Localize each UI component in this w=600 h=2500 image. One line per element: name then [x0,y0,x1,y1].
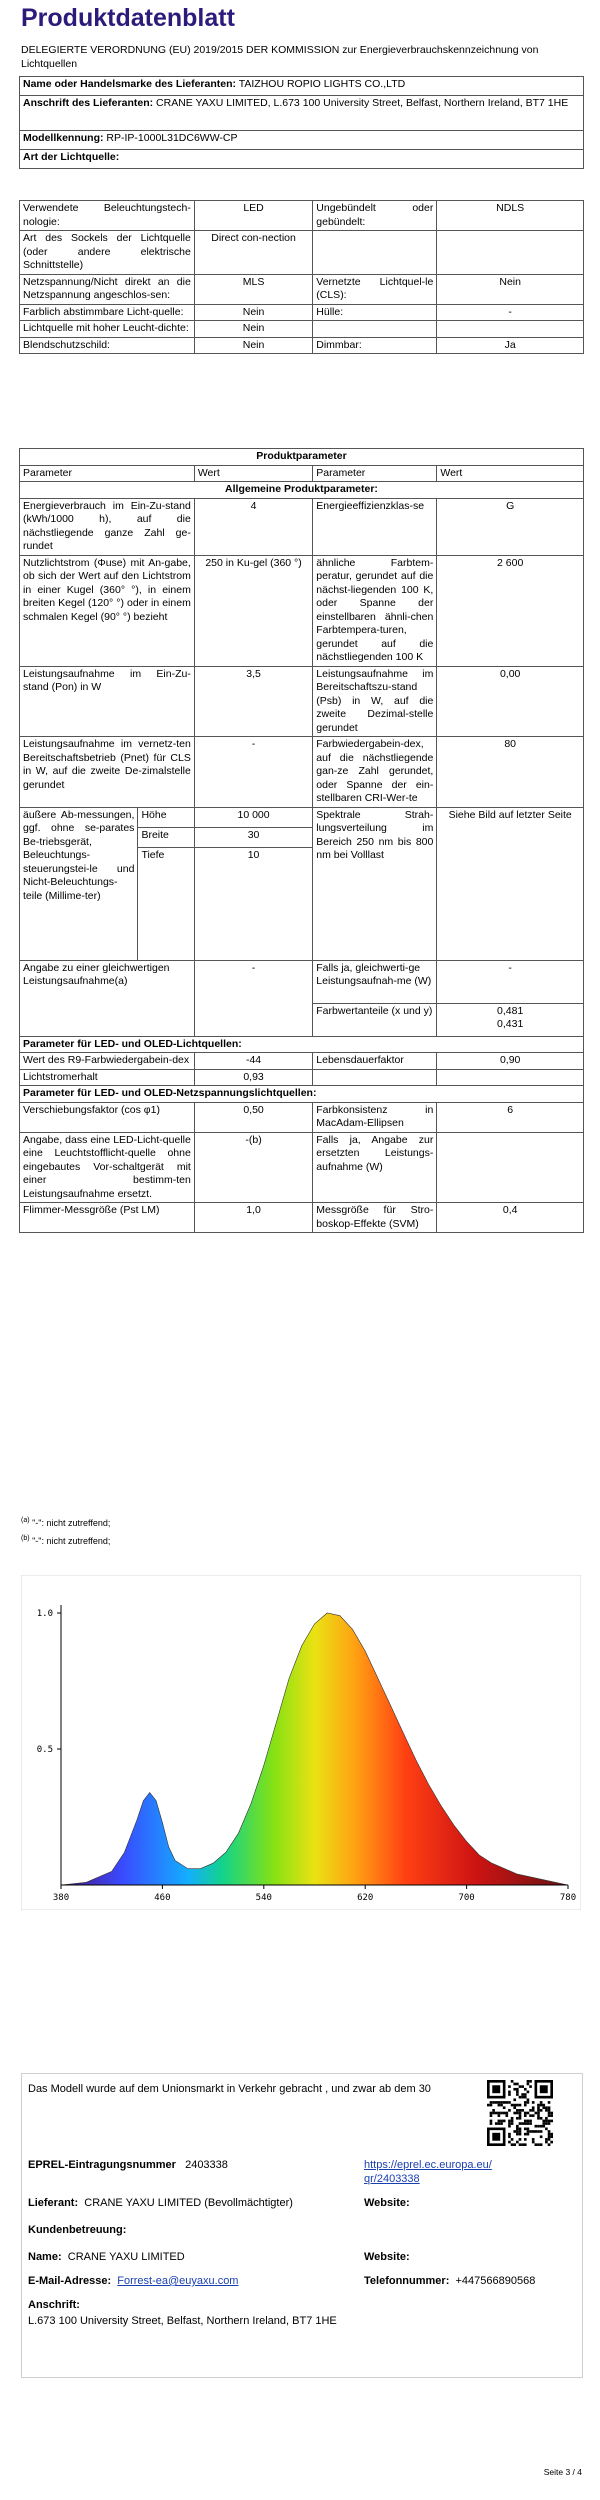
regulation-text: DELEGIERTE VERORDNUNG (EU) 2019/2015 DER KOMMISSION zur Energieverbrauchskennzeichnung von Lichtquellen [21,44,539,70]
page-number: Seite 3 / 4 [543,2467,582,2477]
mains-value: -(b) [194,1132,312,1203]
type-heading-row [20,150,584,169]
mains-param: Verschiebungsfaktor (cos φ1) [20,1102,195,1132]
y-tick-label: 1.0 [36,1609,53,1619]
general-heading: Allgemeine Produktparameter: [20,482,584,499]
table-row [20,1132,584,1203]
qr-code-icon[interactable] [487,2080,553,2146]
type-param-2: Dimmbar: [313,337,437,354]
type-param-2: Vernetzte Lichtquel-le (CLS): [313,274,437,304]
dimensions-label: äußere Ab-messungen, ggf. ohne se-parates Be-triebsgerät, Beleuchtungs-steuerungstei-le und Nicht-Beleuchtungs-teile (Millime-ter) [20,807,138,960]
x-tick-label: 540 [255,1893,272,1903]
type-param-2 [313,321,437,338]
table-row [20,666,584,737]
mains-heading: Parameter für LED- und OLED-Netzspannungslichtquellen: [20,1086,584,1103]
website-label-2: Website: [364,2251,410,2263]
x-tick-label: 780 [559,1893,577,1903]
general-value: 250 in Ku-gel (360 °) [194,555,312,666]
supplier-row: Lieferant: CRANE YAXU LIMITED (Bevollmächtigter) [28,2197,293,2209]
mains-value: 1,0 [194,1203,312,1233]
spectral-label: Spektrale Strah-lungsverteilung im Bereich 250 nm bis 800 nm bei Volllast [313,807,437,960]
supplier-address-value: CRANE YAXU LIMITED, L.673 100 University Street, Belfast, Northern Ireland, BT7 1HE [156,97,569,109]
dimensions-row [20,807,584,827]
table-row [20,1069,584,1086]
equiv-label: Angabe zu einer gleichwertigen Leistungsaufnahme(a) [20,960,195,1036]
product-parameters-table [19,448,584,1233]
email-row: E-Mail-Adresse: Forrest-ea@euyaxu.com [28,2275,239,2287]
spectral-value: Siehe Bild auf letzter Seite [437,807,584,960]
supplier-address-label: Anschrift des Lieferanten: [23,97,154,109]
type-param: Farblich abstimmbare Licht-quelle: [20,304,195,321]
eprel-number: 2403338 [185,2159,228,2171]
type-value: Direct con-nection [194,231,312,275]
general-value-2: 2 600 [437,555,584,666]
type-value-2 [437,321,584,338]
col-value-header-2: Wert [437,465,584,482]
mains-value-2: 6 [437,1102,584,1132]
page-title: Produktdatenblatt [21,4,235,32]
general-param-2: ähnliche Farbtem-peratur, gerundet auf die nächst-liegenden 100 K, oder Spanne der einstellbaren ähnli-chen Farbtempera-turen, gerundet auf die nächstliegenden 100 K [313,555,437,666]
type-value: Nein [194,321,312,338]
supplier-info-box [21,2073,583,2378]
spectral-distribution-chart [21,1575,581,1910]
table-row [20,304,584,321]
type-value-2: Nein [437,274,584,304]
led-param-2: Lebensdauerfaktor [313,1053,437,1070]
table-row [20,737,584,808]
dim-value: 30 [194,827,312,847]
chroma-x: 0,481 [497,1004,524,1017]
led-value-2 [437,1069,584,1086]
supplier-row [20,131,584,150]
equiv-row [20,960,584,1003]
customer-service-label: Kundenbetreuung: [28,2224,127,2236]
model-id-label: Modellkennung: [23,132,104,144]
general-value: 4 [194,498,312,555]
dim-value: 10 [194,847,312,960]
led-value: 0,93 [194,1069,312,1086]
table-row [20,1203,584,1233]
type-param-2 [313,231,437,275]
led-param-2 [313,1069,437,1086]
type-value: Nein [194,304,312,321]
mains-param-2: Farbkonsistenz in MacAdam-Ellipsen [313,1102,437,1132]
type-value-2: NDLS [437,201,584,231]
params-heading: Produktparameter [20,449,584,466]
dim-name: Höhe [138,807,194,827]
led-param: Wert des R9-Farbwiedergabein-dex [20,1053,195,1070]
type-value: Nein [194,337,312,354]
general-value-2: 80 [437,737,584,808]
address-value: L.673 100 University Street, Belfast, Northern Ireland, BT7 1HE [28,2315,337,2327]
general-param-2: Leistungsaufnahme im Bereitschaftszu-stand (Psb) in W, auf die zweite Dezimal-stelle gerundet [313,666,437,737]
supplier-name-label: Name oder Handelsmarke des Lieferanten: [23,78,236,90]
type-param: Verwendete Beleuchtungstech-nologie: [20,201,195,231]
supplier-row [20,77,584,96]
general-param: Energieverbrauch im Ein-Zu-stand (kWh/1000 h), auf die nächstliegende ganze Zahl ge-rundet [20,498,195,555]
table-row [20,321,584,338]
type-value-2: - [437,304,584,321]
general-value: 3,5 [194,666,312,737]
type-value: LED [194,201,312,231]
dim-value: 10 000 [194,807,312,827]
footnote-a: $^{(a)}$ "-": nicht zutreffend; [21,1517,111,1528]
contact-name-row: Name: CRANE YAXU LIMITED [28,2251,185,2263]
type-heading: Art der Lichtquelle: [23,151,120,163]
mains-param: Flimmer-Messgröße (Pst LM) [20,1203,195,1233]
general-param: Leistungsaufnahme im vernetz-ten Bereitschaftsbetrieb (Pnet) für CLS in W, auf die zweite De-zimalstelle gerundet [20,737,195,808]
phone-row: Telefonnummer: +447566890568 [364,2275,536,2287]
supplier-row [20,96,584,131]
footnotes [21,1513,110,1549]
col-value-header: Wert [194,465,312,482]
col-param-header: Parameter [20,465,195,482]
mains-param-2: Falls ja, Angabe zur ersetzten Leistungs-aufnahme (W) [313,1132,437,1203]
table-row [20,274,584,304]
dim-name: Breite [138,827,194,847]
table-row [20,231,584,275]
type-value: MLS [194,274,312,304]
chroma-values [437,1003,584,1036]
supplier-table [19,76,584,169]
dim-name: Tiefe [138,847,194,960]
supplier-name-value: TAIZHOU ROPIO LIGHTS CO.,LTD [238,78,406,90]
eprel-row: EPREL-Eintragungsnummer 2403338 [28,2159,228,2171]
footnote-b: $^{(b)}$ "-": nicht zutreffend; [21,1535,111,1546]
x-tick-label: 460 [154,1893,171,1903]
general-value: - [194,737,312,808]
mains-value: 0,50 [194,1102,312,1132]
general-value-2: G [437,498,584,555]
x-tick-label: 700 [458,1893,475,1903]
mains-value-2 [437,1132,584,1203]
x-tick-label: 620 [357,1893,374,1903]
equiv-value: - [194,960,312,1036]
general-param-2: Farbwiedergabein-dex, auf die nächstliegende gan-ze Zahl gerundet, oder Spanne der ein-stellbaren CRI-Wer-te [313,737,437,808]
led-value: -44 [194,1053,312,1070]
type-param: Lichtquelle mit hoher Leucht-dichte: [20,321,195,338]
x-tick-label: 380 [52,1893,70,1903]
table-row [20,1053,584,1070]
general-param-2: Energieeffizienzklas-se [313,498,437,555]
eprel-link[interactable]: https://eprel.ec.europa.eu/qr/2403338 [364,2159,492,2185]
led-heading: Parameter für LED- und OLED-Lichtquellen: [20,1036,584,1053]
light-type-table [19,200,584,354]
type-value-2: Ja [437,337,584,354]
market-text: Das Modell wurde auf dem Unionsmarkt in Verkehr gebracht , und zwar ab dem 30 [28,2083,431,2095]
mains-param: Angabe, dass eine LED-Licht-quelle eine Leuchtstofflicht-quelle ohne eingebautes Vor-schaltgerät mit einer bestimm-ten Leistungsaufnahme ersetzt. [20,1132,195,1203]
email-link[interactable]: Forrest-ea@euyaxu.com [117,2275,239,2287]
led-value-2: 0,90 [437,1053,584,1070]
chroma-label: Farbwertanteile (x und y) [313,1003,437,1036]
table-row [20,498,584,555]
table-row [20,201,584,231]
table-row [20,337,584,354]
general-param: Nutzlichtstrom (Φuse) mit An-gabe, ob sich der Wert auf den Lichtstrom in einer Kugel (360° °), in einem breiten Kegel (120° °) oder in einem schmalen Kegel (90° °) bezieht [20,555,195,666]
model-id-value: RP-IP-1000L31DC6WW-CP [106,132,238,144]
equiv-label-2: Falls ja, gleichwerti-ge Leistungsaufnah-me (W) [313,960,437,1003]
mains-param-2: Messgröße für Stro-boskop-Effekte (SVM) [313,1203,437,1233]
table-row [20,555,584,666]
y-tick-label: 0.5 [36,1745,53,1755]
led-param: Lichtstromerhalt [20,1069,195,1086]
type-param: Netzspannung/Nicht direkt an die Netzspannung angeschlos-sen: [20,274,195,304]
general-param: Leistungsaufnahme im Ein-Zu-stand (Pon) in W [20,666,195,737]
type-param-2: Ungebündelt oder gebündelt: [313,201,437,231]
address-label: Anschrift: [28,2299,80,2311]
type-param: Art des Sockels der Lichtquelle (oder andere elektrische Schnittstelle) [20,231,195,275]
website-label: Website: [364,2197,410,2209]
type-param-2: Hülle: [313,304,437,321]
chroma-y: 0,431 [497,1018,524,1030]
type-value-2 [437,231,584,275]
type-param: Blendschutzschild: [20,337,195,354]
mains-value-2: 0,4 [437,1203,584,1233]
equiv-value-2: - [437,960,584,1003]
table-row [20,1102,584,1132]
col-param-header-2: Parameter [313,465,437,482]
general-value-2: 0,00 [437,666,584,737]
